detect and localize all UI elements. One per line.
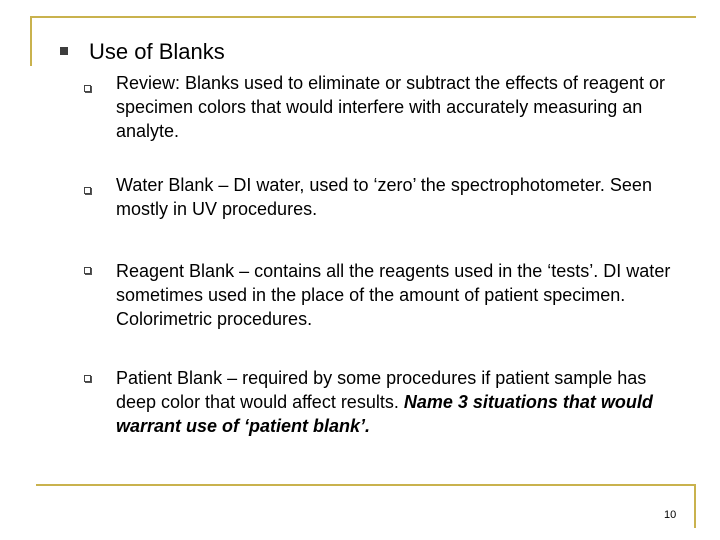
right-border-rule xyxy=(694,484,696,528)
square-bullet-icon xyxy=(84,375,91,382)
top-border-rule xyxy=(30,16,696,18)
square-bullet-icon xyxy=(84,267,91,274)
square-bullet-icon xyxy=(84,187,91,194)
bullet-item-patient-blank xyxy=(116,366,676,438)
square-bullet-icon xyxy=(60,47,68,55)
bullet-item-reagent-blank xyxy=(116,259,676,331)
page-number: 10 xyxy=(664,509,677,521)
bottom-border-rule xyxy=(36,484,696,486)
bullet-text: Water Blank – DI water, used to ‘zero’ the spectrophotometer. Seen mostly in UV procedures. xyxy=(116,175,652,219)
bullet-emphasis-text: Name 3 situations that would warrant use of ‘patient blank’. xyxy=(116,392,653,436)
bullet-item-review xyxy=(116,71,676,143)
slide-title: Use of Blanks xyxy=(89,39,225,64)
left-border-rule xyxy=(30,16,32,66)
square-bullet-icon xyxy=(84,85,91,92)
bullet-text: Reagent Blank – contains all the reagents used in the ‘tests’. DI water sometimes used in the place of the amount of patient specimen. Colorimetric procedures. xyxy=(116,261,671,329)
bullet-item-water-blank xyxy=(116,173,676,221)
bullet-text: Review: Blanks used to eliminate or subtract the effects of reagent or specimen colors that would interfere with accurately measuring an analyte. xyxy=(116,73,665,141)
bullet-text: Patient Blank – required by some procedures if patient sample has deep color that would affect results. xyxy=(116,368,647,412)
